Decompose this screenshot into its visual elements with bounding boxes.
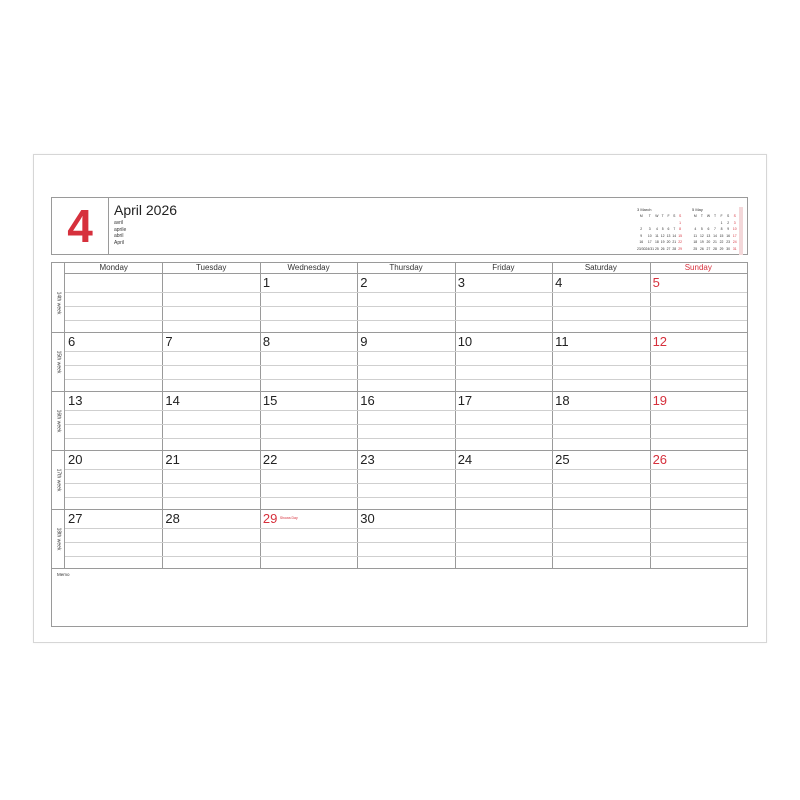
mini-day: 28 (672, 246, 677, 251)
mini-day: 19 (699, 240, 704, 244)
weekday-header-monday: Monday (99, 263, 128, 272)
week-divider (52, 391, 747, 392)
writing-line (65, 351, 747, 352)
holiday-label: Showa Day (279, 516, 298, 520)
mini-day: 12 (660, 233, 665, 238)
week-divider (52, 509, 747, 510)
mini-calendar-title: 5 May (692, 207, 703, 212)
mini-day: 6 (667, 227, 670, 231)
mini-weekday: T (661, 214, 664, 218)
mini-weekday: F (720, 214, 723, 218)
mini-day: 13 (666, 233, 671, 238)
mini-day: 12 (699, 233, 704, 238)
mini-calendar-title: 3 March (637, 207, 652, 212)
writing-line (65, 483, 747, 484)
column-divider (162, 263, 163, 568)
day-number[interactable]: 10 (457, 334, 473, 349)
mini-day: 15 (719, 233, 724, 238)
mini-day: 3 (648, 227, 651, 231)
weekday-header-thursday: Thursday (389, 263, 423, 272)
day-number[interactable]: 20 (68, 452, 83, 467)
mini-day: 20 (666, 240, 671, 244)
mini-day: 26 (660, 246, 665, 251)
mini-day: 10 (732, 227, 737, 231)
mini-weekday: T (700, 214, 703, 218)
day-number[interactable]: 1 (262, 275, 271, 290)
mini-weekday: W (655, 214, 659, 218)
mini-day: 14 (672, 233, 677, 238)
mini-day: 24/31 (645, 246, 654, 251)
mini-weekday: T (648, 214, 651, 218)
mini-weekday: S (673, 214, 676, 218)
mini-day (699, 221, 706, 226)
mini-day: 8 (720, 227, 723, 231)
mini-day: 11 (655, 233, 659, 238)
mini-day: 2 (640, 227, 643, 231)
mini-day: 31 (732, 246, 737, 251)
mini-day: 11 (693, 233, 698, 238)
day-number[interactable]: 18 (555, 393, 570, 408)
mini-calendar-may (692, 207, 738, 251)
mini-weekday: S (733, 214, 736, 218)
week-number-text: 14th week (55, 291, 62, 315)
column-divider (650, 263, 651, 568)
mini-day: 27 (666, 246, 671, 251)
mini-calendar-grid (692, 214, 738, 252)
month-names (114, 220, 126, 246)
writing-line (65, 292, 747, 293)
writing-line (65, 528, 747, 529)
mini-day: 25 (655, 246, 659, 251)
mini-day: 7 (714, 227, 716, 231)
mini-day: 17 (732, 233, 737, 238)
writing-line (65, 365, 747, 366)
mini-day: 17 (647, 240, 652, 244)
mini-day: 30 (726, 246, 731, 251)
mini-day: 26 (699, 246, 704, 251)
mini-weekday: S (678, 214, 682, 218)
writing-line (65, 379, 747, 380)
mini-weekday: M (639, 214, 643, 218)
day-number[interactable]: 9 (360, 334, 368, 349)
mini-day: 8 (679, 227, 682, 231)
mini-day: 4 (655, 227, 658, 231)
day-number[interactable]: 11 (555, 334, 569, 349)
mini-day: 24 (732, 240, 737, 244)
day-number[interactable]: 4 (555, 275, 563, 290)
day-number[interactable]: 5 (652, 275, 660, 290)
weekday-header-saturday: Saturday (584, 263, 617, 272)
writing-line (65, 542, 747, 543)
week-number-text: 15th week (55, 350, 62, 374)
weekday-header-friday: Friday (492, 263, 515, 272)
mini-day: 13 (706, 233, 711, 238)
mini-day: 23 (726, 240, 731, 244)
mini-day: 18 (693, 240, 698, 244)
mini-day: 10 (647, 233, 652, 238)
mini-day: 25 (693, 246, 698, 251)
writing-line (65, 497, 747, 498)
writing-line (65, 469, 747, 470)
weekday-header-row (65, 263, 747, 274)
week-divider (52, 450, 747, 451)
mini-day: 1 (679, 220, 682, 225)
writing-line (65, 556, 747, 557)
day-number[interactable]: 30 (360, 511, 375, 526)
mini-calendar-grid (637, 214, 683, 252)
mini-day: 22 (719, 240, 724, 244)
writing-line (65, 424, 747, 425)
month-name-italian: aprile (114, 226, 127, 233)
day-number[interactable]: 29 (262, 511, 278, 526)
day-number[interactable]: 17 (457, 393, 473, 408)
week-number-text: 18th week (55, 527, 62, 551)
mini-day: 7 (673, 227, 676, 231)
mini-day (637, 221, 646, 226)
mini-day: 29 (678, 246, 682, 251)
writing-line (65, 438, 747, 439)
mini-day: 2 (727, 220, 730, 225)
week-number-label (52, 333, 65, 391)
day-number[interactable]: 13 (68, 393, 83, 408)
mini-day: 9 (727, 227, 730, 231)
day-number[interactable]: 2 (360, 275, 368, 290)
mini-calendar-march (637, 207, 683, 251)
week-number-text: 16th week (55, 409, 62, 433)
day-number[interactable]: 6 (68, 334, 76, 349)
week-divider (52, 332, 747, 333)
month-number: 4 (52, 198, 109, 254)
week-number-label (52, 451, 65, 509)
mini-weekday: F (667, 214, 670, 218)
mini-day: 5 (700, 227, 703, 231)
month-name-spanish: abril (114, 233, 124, 239)
mini-day: 16 (639, 240, 644, 244)
writing-line (65, 306, 747, 307)
weekday-header-wednesday: Wednesday (287, 263, 330, 272)
mini-day: 22 (678, 240, 682, 244)
week-number-label (52, 274, 65, 332)
mini-weekday: W (706, 214, 711, 218)
mini-day (712, 221, 719, 226)
column-divider (357, 263, 358, 568)
memo-label: Memo (57, 572, 70, 577)
day-number[interactable]: 3 (457, 275, 465, 290)
column-divider (455, 263, 456, 568)
mini-day: 15 (678, 233, 682, 238)
mini-day (646, 221, 655, 226)
month-name-german: April (114, 239, 125, 246)
day-number[interactable]: 23 (360, 452, 375, 467)
day-number[interactable]: 15 (262, 393, 278, 408)
day-number[interactable]: 16 (360, 393, 375, 408)
mini-day: 18 (655, 240, 659, 244)
day-number[interactable]: 14 (165, 393, 180, 408)
mini-day: 14 (713, 233, 717, 238)
mini-day: 16 (726, 233, 731, 238)
day-number[interactable]: 8 (262, 334, 271, 349)
mini-day: 5 (661, 227, 664, 231)
mini-day: 29 (719, 246, 724, 251)
mini-day: 28 (713, 246, 717, 251)
day-number[interactable]: 26 (652, 452, 668, 467)
mini-day: 9 (640, 233, 643, 238)
week-number-label (52, 392, 65, 450)
month-title: April 2026 (114, 202, 178, 218)
mini-day: 1 (720, 220, 723, 225)
day-number[interactable]: 21 (165, 452, 180, 467)
calendar-header (51, 197, 748, 255)
mini-weekday: M (693, 214, 697, 218)
mini-day: 21 (713, 240, 717, 244)
day-number[interactable]: 28 (165, 511, 180, 526)
mini-day: 19 (660, 240, 665, 244)
weekday-header-tuesday: Tuesday (195, 263, 227, 272)
column-divider (552, 263, 553, 568)
week-number-label (52, 510, 65, 568)
day-number[interactable]: 27 (68, 511, 83, 526)
month-name-french: avril (114, 220, 124, 226)
memo-area[interactable] (51, 568, 748, 627)
day-number[interactable]: 22 (262, 452, 278, 467)
mini-calendar-accent-bar (739, 207, 743, 255)
mini-day: 27 (706, 246, 711, 251)
mini-day: 3 (733, 220, 736, 225)
mini-weekday: T (713, 214, 717, 218)
writing-line (65, 410, 747, 411)
mini-day: 23/30 (637, 246, 646, 251)
mini-day: 20 (706, 240, 711, 244)
day-number[interactable]: 25 (555, 452, 570, 467)
mini-day: 4 (694, 227, 697, 231)
day-number[interactable]: 7 (165, 334, 173, 349)
month-grid (51, 262, 748, 569)
day-number[interactable]: 19 (652, 393, 668, 408)
day-number[interactable]: 24 (457, 452, 473, 467)
mini-day: 6 (707, 227, 710, 231)
mini-day: 21 (672, 240, 677, 244)
column-divider (260, 263, 261, 568)
writing-line (65, 320, 747, 321)
day-number[interactable]: 12 (652, 334, 668, 349)
mini-weekday: S (727, 214, 730, 218)
weekday-header-sunday: Sunday (684, 263, 712, 272)
week-number-text: 17th week (55, 468, 62, 492)
